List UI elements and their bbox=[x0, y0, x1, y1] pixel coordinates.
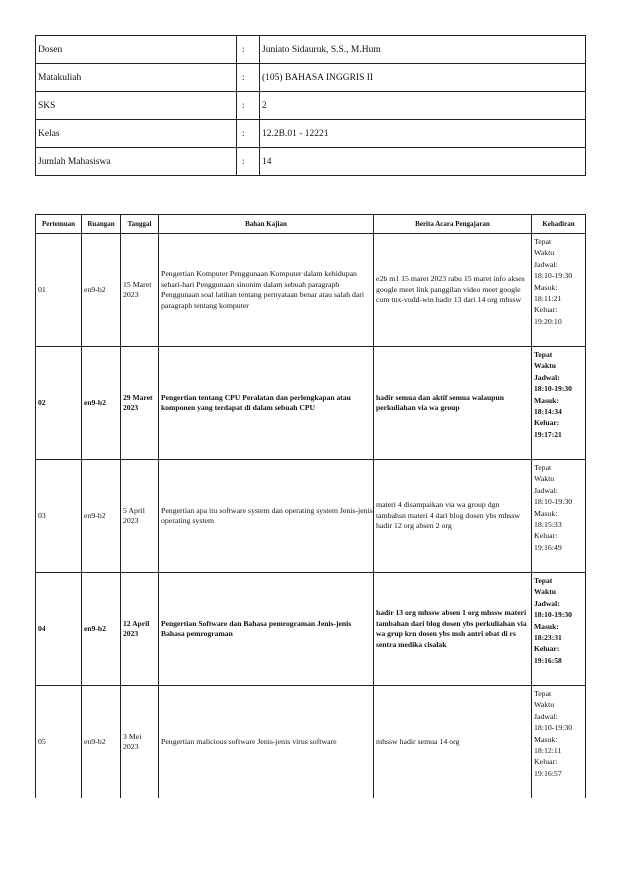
attendance-line: 18:15:33 bbox=[534, 520, 562, 530]
table-row bbox=[36, 460, 586, 573]
cell-bahan-kajian: Pengertian tentang CPU Peralatan dan perlengkapan atau komponen yang terdapat di dalam sebuah CPU bbox=[159, 347, 374, 460]
attendance-line: 18:10-19:30 bbox=[534, 384, 572, 394]
header-pertemuan: Pertemuan bbox=[36, 215, 82, 234]
cell-berita-acara: mhssw hadir semua 14 org bbox=[374, 686, 532, 799]
cell-tanggal: 15 Maret 2023 bbox=[121, 234, 159, 347]
cell-berita-acara: materi 4 disampaikan via wa group dgn tambahsn materi 4 dari blog dosen ybs mhssw hadir 12 org absen 2 org bbox=[374, 460, 532, 573]
table-row bbox=[36, 686, 586, 799]
attendance-line: 18:10-19:30 bbox=[534, 610, 572, 620]
info-row-sks bbox=[36, 92, 586, 120]
header-bahan-kajian: Bahan Kajian bbox=[159, 215, 374, 234]
cell-ruangan: en9-b2 bbox=[82, 234, 121, 347]
cell-kehadiran bbox=[532, 347, 586, 460]
info-label: Matakuliah bbox=[36, 64, 237, 92]
attendance-line: Jadwal: bbox=[534, 711, 558, 721]
attendance-line: Waktu bbox=[534, 248, 555, 258]
cell-berita-acara: e2b m1 15 maret 2023 rabu 15 maret info akses google meet link panggilan video meet google com tux-vudd-win hadir 13 dari 14 org mhssw bbox=[374, 234, 532, 347]
cell-ruangan: en9-b2 bbox=[82, 460, 121, 573]
attendance-line: 18:14:34 bbox=[534, 407, 562, 417]
cell-kehadiran bbox=[532, 460, 586, 573]
attendance-line: Jadwal: bbox=[534, 485, 558, 495]
info-value: 12.2B.01 - 12221 bbox=[260, 120, 586, 148]
attendance-line: Tepat bbox=[534, 576, 553, 585]
header-ruangan: Ruangan bbox=[82, 215, 121, 234]
cell-pertemuan: 04 bbox=[36, 573, 82, 686]
info-separator: : bbox=[237, 64, 260, 92]
info-row-matakuliah bbox=[36, 64, 586, 92]
cell-bahan-kajian: Pengertian Software dan Bahasa pemrograman Jenis-jenis Bahasa pemrograman bbox=[159, 573, 374, 686]
attendance-line: 18:10-19:30 bbox=[534, 271, 573, 281]
attendance-line: Masuk: bbox=[534, 282, 558, 292]
attendance-line: Waktu bbox=[534, 474, 555, 484]
info-value: 2 bbox=[260, 92, 586, 120]
attendance-line: 19:17:21 bbox=[534, 429, 562, 439]
cell-pertemuan: 02 bbox=[36, 347, 82, 460]
cell-ruangan: en9-b2 bbox=[82, 347, 121, 460]
cell-tanggal: 29 Maret 2023 bbox=[121, 347, 159, 460]
attendance-line: Jadwal: bbox=[534, 259, 558, 269]
attendance-line: Keluar: bbox=[534, 531, 558, 541]
attendance-line: Tepat bbox=[534, 463, 552, 472]
attendance-line: 18:23:31 bbox=[534, 633, 562, 643]
info-separator: : bbox=[237, 148, 260, 176]
info-label: Jumlah Mahasiswa bbox=[36, 148, 237, 176]
attendance-line: Masuk: bbox=[534, 508, 558, 518]
cell-tanggal: 3 Mei 2023 bbox=[121, 686, 159, 799]
table-row bbox=[36, 234, 586, 347]
attendance-line: Keluar: bbox=[534, 418, 560, 428]
info-label: SKS bbox=[36, 92, 237, 120]
info-separator: : bbox=[237, 120, 260, 148]
cell-tanggal: 5 April 2023 bbox=[121, 460, 159, 573]
attendance-line: Waktu bbox=[534, 700, 555, 710]
cell-bahan-kajian: Pengertian malicious software Jenis-jenis virus software bbox=[159, 686, 374, 799]
info-label: Kelas bbox=[36, 120, 237, 148]
info-value: (105) BAHASA INGGRIS II bbox=[260, 64, 586, 92]
attendance-line: 19:20:10 bbox=[534, 316, 562, 326]
course-info-table bbox=[35, 35, 586, 176]
cell-pertemuan: 05 bbox=[36, 686, 82, 799]
attendance-line: 18:12:11 bbox=[534, 746, 562, 756]
attendance-line: Keluar: bbox=[534, 644, 560, 654]
attendance-line: Masuk: bbox=[534, 621, 559, 631]
info-row-dosen bbox=[36, 36, 586, 64]
header-kehadiran: Kehadiran bbox=[532, 215, 586, 234]
schedule-table bbox=[35, 214, 586, 798]
attendance-line: Jadwal: bbox=[534, 598, 560, 608]
info-separator: : bbox=[237, 36, 260, 64]
info-separator: : bbox=[237, 92, 260, 120]
cell-pertemuan: 01 bbox=[36, 234, 82, 347]
attendance-line: 18:11:21 bbox=[534, 294, 562, 304]
attendance-line: 19:16:49 bbox=[534, 542, 562, 552]
cell-kehadiran bbox=[532, 573, 586, 686]
cell-kehadiran bbox=[532, 234, 586, 347]
attendance-line: Waktu bbox=[534, 361, 556, 371]
table-row bbox=[36, 573, 586, 686]
info-label: Dosen bbox=[36, 36, 237, 64]
info-value: 14 bbox=[260, 148, 586, 176]
attendance-line: Keluar: bbox=[534, 305, 558, 315]
attendance-line: 18:10-19:30 bbox=[534, 723, 573, 733]
attendance-line: Keluar: bbox=[534, 757, 558, 767]
table-row bbox=[36, 347, 586, 460]
attendance-line: Jadwal: bbox=[534, 372, 560, 382]
attendance-line: Tepat bbox=[534, 689, 552, 698]
info-value: Juniato Sidauruk, S.S., M.Hum bbox=[260, 36, 586, 64]
cell-ruangan: en9-b2 bbox=[82, 686, 121, 799]
cell-bahan-kajian: Pengertian Komputer Penggunaan Komputer dalam kehidupan sehari-hari Penggunaan sinonim dalam sebuah paragraph Penggunaan soal latihan tentang pernyataan benar atau salah dari paragraph tentang komputer bbox=[159, 234, 374, 347]
cell-pertemuan: 03 bbox=[36, 460, 82, 573]
attendance-line: Masuk: bbox=[534, 734, 558, 744]
header-tanggal: Tanggal bbox=[121, 215, 159, 234]
info-row-kelas bbox=[36, 120, 586, 148]
cell-berita-acara: hadir semua dan aktif semua walaupun perkuliahan via wa group bbox=[374, 347, 532, 460]
cell-berita-acara: hadir 13 org mhssw absen 1 org mhssw materi tambahan dari blog dosen ybs perkuliahan via wa grup krn dosen ybs msh antri obat di rs sentra medika cisalak bbox=[374, 573, 532, 686]
attendance-line: 19:16:57 bbox=[534, 768, 562, 778]
cell-ruangan: en9-b2 bbox=[82, 573, 121, 686]
schedule-header-row bbox=[36, 215, 586, 234]
cell-bahan-kajian: Pengertian apa itu software system dan operating system Jenis-jenis operating system bbox=[159, 460, 374, 573]
attendance-line: Tepat bbox=[534, 350, 553, 359]
attendance-line: Masuk: bbox=[534, 395, 559, 405]
cell-tanggal: 12 April 2023 bbox=[121, 573, 159, 686]
info-row-jumlah-mahasiswa bbox=[36, 148, 586, 176]
attendance-line: Waktu bbox=[534, 587, 556, 597]
attendance-line: Tepat bbox=[534, 237, 552, 246]
attendance-line: 19:16:58 bbox=[534, 655, 562, 665]
cell-kehadiran bbox=[532, 686, 586, 799]
header-berita-acara: Berita Acara Pengajaran bbox=[374, 215, 532, 234]
attendance-line: 18:10-19:30 bbox=[534, 497, 573, 507]
